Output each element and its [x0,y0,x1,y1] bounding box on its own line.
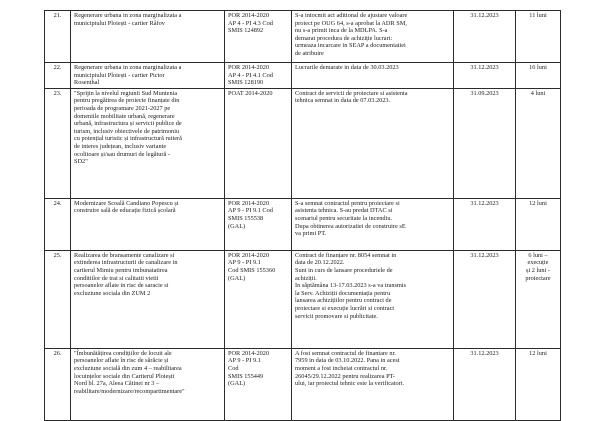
deadline-date: 31.12.2023 [470,64,499,71]
funding-program-line: AP 4 - PI 4.3 Cod [228,19,273,27]
row-number-cell [45,11,71,63]
project-status-line: 26045/29.12.2022 pentru realizarea PT- [295,372,395,380]
funding-program-cell [225,11,292,63]
row-number: 24. [53,199,62,207]
project-status-line: achiziții. [295,274,317,282]
project-title-line: locuințelor sociale din Cartierul Ploiești [74,372,175,380]
project-title-line: excluziune sociala din ZUM 2 [74,289,151,297]
project-status-line: va primi PT. [295,230,327,238]
project-title-cell [71,348,225,420]
row-number-cell [45,348,71,420]
funding-program-line: POR 2014-2020 [228,251,270,259]
project-status-line: ului, iar proiectul tehnic este la verificatori. [295,380,405,388]
deadline-date: 31.12.2023 [470,199,499,207]
duration-cell [516,348,561,420]
project-title-line: municipiului Ploiești - cartier Pictor [74,71,165,79]
deadline-cell [454,348,516,420]
project-title-line: cartierul Mimiu pentru imbunatatirea [74,266,168,274]
row-number: 26. [53,349,62,357]
row-number: 21. [53,12,62,19]
project-title-line: pentru pregătirea de proiecte finanțate din [74,97,180,105]
duration-line: execuție [527,259,549,267]
project-title-line: perioada de programare 2021-2027 pe [74,104,171,112]
deadline-cell [454,63,516,89]
project-title-line: Modernizare Scoală Candiano Popescu și [74,199,179,207]
funding-program-cell [225,348,292,420]
project-status-line: Dupa obtinerea autorizatiei de construire sE [295,222,406,230]
table-row [45,63,561,89]
project-status-line: urmeaza incarcare in SEAP a documentatiei [295,42,406,50]
funding-program-line: (GAL) [228,222,246,230]
project-status-cell [292,348,454,420]
funding-program-line: AP 9 - PI 9.1 Cod [228,207,273,215]
duration-cell [516,250,561,348]
duration-cell [516,198,561,250]
table-row [45,11,561,63]
funding-program-line: POR 2014-2020 [228,64,270,71]
funding-program-line: (GAL) [228,380,246,388]
row-number-cell [45,198,71,250]
row-number: 25. [53,251,62,259]
funding-program-line: AP 9 - PI 9.1 [228,357,261,365]
funding-program-cell [225,88,292,198]
project-title-line: extinderea infrastructurii de canalizare in [74,259,178,267]
project-status-cell [292,250,454,348]
row-number: 23. [53,89,62,97]
row-number-cell [45,63,71,89]
project-status-cell [292,198,454,250]
project-status-line: nu s-a primit inca de la MDLPA. S-a [295,27,388,35]
project-title-cell [71,63,225,89]
project-status-line: la Serv. Achiziții documentația pentru [295,289,391,297]
deadline-date: 31.12.2023 [470,12,499,19]
project-status-line: de atribuire [295,49,324,57]
project-title-line: reabilitare/modernizare/recompartimentare" [74,387,185,395]
deadline-date: 31.12.2023 [470,349,499,357]
project-title-line: domeniile mobilitate urbană, regenerare [74,112,175,120]
project-status-line: proiect pe OUG 64, s-a aprobat la ADR SM, [295,19,407,27]
duration-line: 4 luni [530,89,546,97]
project-title-line: "Sprijin la nivelul regiunii Sud Muntenia [74,89,178,97]
project-status-line: S-a intocmit act aditional de ajustare valoare [295,12,408,19]
duration-line: 16 luni [529,64,547,71]
duration-line: 12 luni [529,349,547,357]
row-number-cell [45,88,71,198]
project-status-line: servicii promovare si publicitate. [295,312,378,320]
project-status-line: scenariul pentru securitate la incendiu. [295,214,393,222]
deadline-date: 31.09.2023 [470,89,499,97]
project-status-cell [292,88,454,198]
project-title-line: Realizarea de bransamente canalizare si [74,251,175,259]
project-status-line: lansarea achizițiilor pentru contract de [295,297,392,305]
funding-program-line: Cod SMIS 155360 [228,266,276,274]
table-row [45,198,561,250]
duration-line: proiectare [525,274,551,282]
duration-line: și 2 luni - [526,266,550,274]
project-title-line: persoanelor aflate în risc de sărăcie și [74,357,169,365]
project-status-line: A fost semnat contractul de finantare nr. [295,349,396,357]
project-title-line: turism, inclusiv obiectivele de patrimoniu [74,127,180,135]
funding-program-cell [225,63,292,89]
project-title-line: ocolitoare și/sau drumuri de legătură - [74,150,170,158]
project-status-cell [292,11,454,63]
project-title-line: Regenerare urbana in zona marginalizata a [74,64,182,71]
project-status-line: asistenta tehnica. S-au predat DTAC si [295,207,393,215]
project-title-cell [71,88,225,198]
funding-program-line: AP 4 - PI 4.1 Cod [228,71,273,79]
deadline-cell [454,198,516,250]
funding-program-line: AP 9 - PI 9.1 [228,259,261,267]
project-title-cell [71,11,225,63]
funding-program-line: SMIS 155449 [228,372,264,380]
project-title-line: urbană, infrastructura și servicii publice de [74,120,182,128]
project-status-line: 7959 in data de 03.10.2022. Pana in acest [295,357,400,365]
duration-line: 12 luni [529,199,547,207]
funding-program-line: POR 2014-2020 [228,199,270,207]
project-status-line: Lucrarile demarate in data de 30.03.2023 [295,64,399,71]
project-title-line: construire sală de educație fizică școlară [74,207,176,215]
funding-program-cell [225,250,292,348]
project-title-line: "Îmbunătățirea condițiilor de locuit ale [74,349,172,357]
deadline-cell [454,11,516,63]
duration-cell [516,88,561,198]
project-status-line: demarat procedura de achiziție lucrari: [295,34,393,42]
funding-program-line: Cod [228,364,239,372]
project-status-line: moment a fost incheiat contractul nr. [295,364,388,372]
funding-program-line: POAT 2014-2020 [228,89,273,97]
table-row [45,348,561,420]
funding-program-line: SMIS 155538 [228,214,264,222]
project-status-line: In săptămâna 13-17.03.2023 s-a va transmis [295,282,407,290]
funding-program-line: (GAL) [228,274,246,282]
deadline-date: 31.12.2023 [470,251,499,259]
row-number-cell [45,250,71,348]
project-status-line: proiectare si execuție lucrări si contract [295,304,395,312]
project-status-line: Contract de servicii de proiectare si asistenta [295,89,408,97]
duration-line: 6 luni – [528,251,548,259]
project-status-line: S-a semnat contractul pentru proiectare si [295,199,400,207]
project-title-line: cu potențial turistic și infrastructură rutieră [74,135,182,143]
project-title-line: de interes județean, inclusiv variante [74,142,167,150]
row-number: 22. [53,64,62,71]
project-title-line: persoanelor aflate in risc de saracie si [74,282,169,290]
duration-cell [516,11,561,63]
deadline-cell [454,250,516,348]
project-status-line: Sunt in curs de lansare proceduriele de [295,266,393,274]
duration-cell [516,63,561,89]
project-status-line: data de 20.12.2022. [295,259,345,267]
funding-program-line: POR 2014-2020 [228,12,270,19]
funding-program-cell [225,198,292,250]
project-title-line: Regenerare urbana in zona marginalizata a [74,12,182,19]
project-title-cell [71,198,225,250]
funding-program-line: POR 2014-2020 [228,349,270,357]
deadline-cell [454,88,516,198]
project-status-line: Contract de finanțare nr. 8054 semnat in [295,251,397,259]
table-row [45,88,561,198]
funding-program-line: SMIS 124892 [228,27,264,35]
project-status-line: tehnica semnat in data de 07.03.2023. [295,97,391,105]
project-title-line: SD2" [74,158,88,166]
table-row [45,250,561,348]
project-title-cell [71,250,225,348]
funding-program-line: SMIS 128190 [228,79,264,87]
project-status-cell [292,63,454,89]
project-title-line: excluziune socială din zum 4 – reabilitarea [74,364,182,372]
project-title-line: municipiului Ploiești - cartier Râfov [74,19,165,27]
projects-table-body [45,11,561,421]
duration-line: 11 luni [529,12,547,19]
project-title-line: Rosenthal [74,79,100,87]
projects-table [44,10,561,421]
project-title-line: Nord bl. 27a, Aleea Cătinei nr 3 – [74,380,160,388]
project-title-line: conditiilor de trai si calitatii vietii [74,274,159,282]
